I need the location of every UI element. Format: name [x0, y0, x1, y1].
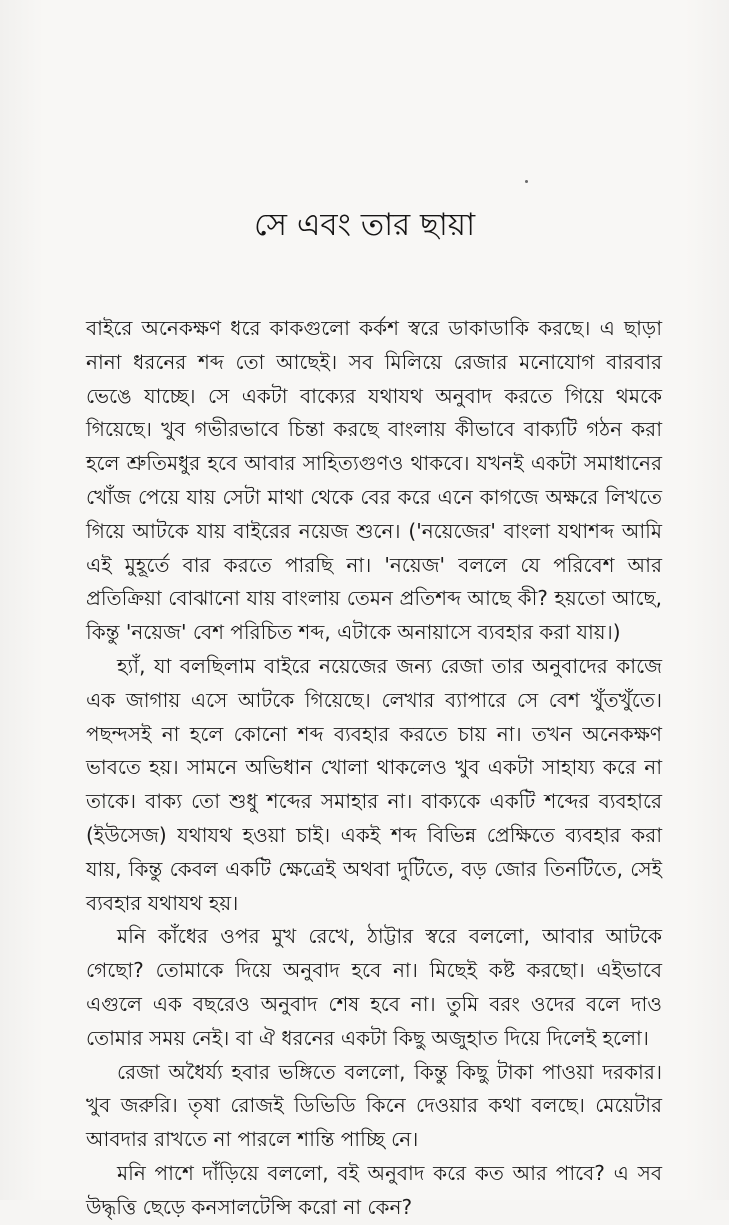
paragraph: রেজা অধৈর্য্য হবার ভঙ্গিতে বললো, কিন্তু কিছু টাকা পাওয়া দরকার। খুব জরুরি। তৃষা রোজই ডিভিডি কিনে দেওয়ার কথা বলছে। মেয়েটার আবদার রাখতে না পারলে শান্তি পাচ্ছি নে। [86, 1059, 662, 1152]
paragraph: বাইরে অনেকক্ষণ ধরে কাকগুলো কর্কশ স্বরে ডাকাডাকি করছে। এ ছাড়া নানা ধরনের শব্দ তো আছেই। সব মিলিয়ে রেজার মনোযোগ বারবার ভেঙে যাচ্ছে। সে একটা বাক্যের যথাযথ অনুবাদ করতে গিয়ে থমকে গিয়েছে। খুব গভীরভাবে চিন্তা করছে বাংলায় কীভাবে বাক্যটি গঠন করা হলে শ্রুতিমধুর হবে আবার সাহিত্যগুণও থাকবে। যখনই একটা সমাধানের খোঁজ পেয়ে যায় সেটা মাথা থেকে বের করে এনে কাগজে অক্ষরে লিখতে গিয়ে আটকে যায় বাইরের নয়েজ শুনে। ('নয়েজের' বাংলা যথাশব্দ আমি এই মুহূর্তে বার করতে পারছি না। 'নয়েজ' বললে যে পরিবেশ আর প্রতিক্রিয়া বোঝানো যায় বাংলায় তেমন প্রতিশব্দ আছে কী? হয়তো আছে, কিন্তু 'নয়েজ' বেশ পরিচিত শব্দ, এটাকে অনায়াসে ব্যবহার করা যায়।) [86, 316, 662, 645]
chapter-body [86, 312, 662, 1225]
paragraph: মনি পাশে দাঁড়িয়ে বললো, বই অনুবাদ করে কত আর পাবে? এ সব উদ্ধৃত্তি ছেড়ে কনসালটেন্সি করো না কেন? [86, 1160, 662, 1219]
paragraph: হ্যাঁ, যা বলছিলাম বাইরে নয়েজের জন্য রেজা তার অনুবাদের কাজে এক জাগায় এসে আটকে গিয়েছে। লেখার ব্যাপারে সে বেশ খুঁতখুঁতে। পছন্দসই না হলে কোনো শব্দ ব্যবহার করতে চায় না। তখন অনেকক্ষণ ভাবতে হয়। সামনে অভিধান খোলা থাকলেও খুব একটা সাহায্য করে না তাকে। বাক্য তো শুধু শব্দের সমাহার না। বাক্যকে একটি শব্দের ব্যবহারে (ইউসেজ) যথাযথ হওয়া চাই। একই শব্দ বিভিন্ন প্রেক্ষিতে ব্যবহার করা যায়, কিন্তু কেবল একটি ক্ষেত্রেই অথবা দুটিতে, বড় জোর তিনটিতে, সেই ব্যবহার যথাযথ হয়। [86, 653, 662, 915]
paragraph: মনি কাঁধের ওপর মুখ রেখে, ঠাট্টার স্বরে বললো, আবার আটকে গেছো? তোমাকে দিয়ে অনুবাদ হবে না। মিছেই কষ্ট করছো। এইভাবে এগুলে এক বছরেও অনুবাদ শেষ হবে না। তুমি বরং ওদের বলে দাও তোমার সময় নেই। বা ঐ ধরনের একটা কিছু অজুহাত দিয়ে দিলেই হলো। [86, 924, 662, 1050]
print-speck [525, 180, 528, 183]
chapter-title: সে এবং তার ছায়া [253, 207, 476, 243]
